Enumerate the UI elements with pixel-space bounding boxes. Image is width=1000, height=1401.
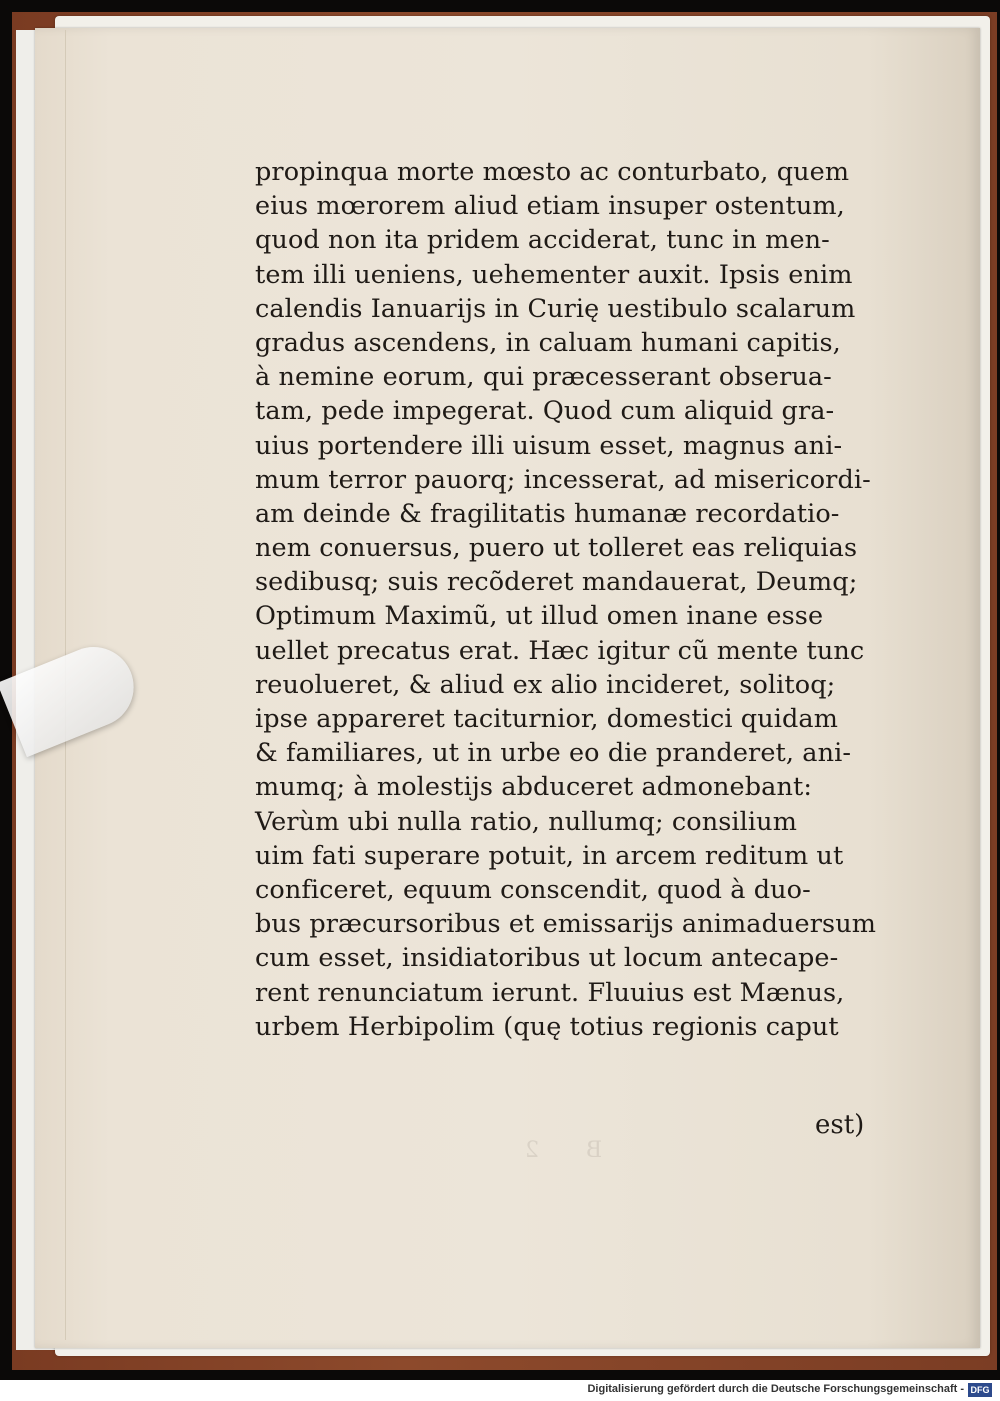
text-line: eius mœrorem aliud etiam insuper ostentum, [255,191,845,222]
text-line: tem illi ueniens, uehementer auxit. Ipsis enim [255,259,853,290]
text-line: à nemine eorum, qui præcesserant obserua- [255,362,832,393]
text-line: conficeret, equum conscendit, quod à duo- [255,874,811,905]
footer-bar [0,1380,1000,1401]
text-line: quod non ita pridem acciderat, tunc in men- [255,225,830,256]
text-line: mumq; à molestijs abduceret admonebant: [255,772,813,803]
catchword: est) [815,1110,865,1140]
text-line: propinqua morte mœsto ac conturbato, quem [255,157,850,187]
text-line: Verùm ubi nulla ratio, nullumq; consilium [255,806,797,837]
text-line: tam, pede impegerat. Quod cum aliquid gra- [255,396,835,427]
text-line: rent renunciatum ierunt. Fluuius est Mænus, [255,977,845,1008]
text-line: uim fati superare potuit, in arcem reditum ut [255,840,844,871]
text-line: gradus ascendens, in caluam humani capitis, [255,327,841,358]
funding-credit: Digitalisierung gefördert durch die Deutsche Forschungsgemeinschaft - [587,1383,964,1395]
dfg-logo: DFG [968,1383,992,1397]
text-line: uius portendere illi uisum esset, magnus ani- [255,430,843,461]
text-line: urbem Herbipolim (quę totius regionis caput [255,1011,839,1042]
text-line: sedibusq; suis recõderet mandauerat, Deumq; [255,567,858,598]
text-line: mum terror pauorq; incesserat, ad misericordi- [255,464,871,495]
text-line: bus præcursoribus et emissarijs animaduersum [255,909,877,940]
text-line: reuolueret, & aliud ex alio incideret, solitoq; [255,669,836,700]
text-line: Optimum Maximũ, ut illud omen inane esse [255,601,824,632]
text-line: cum esset, insidiatoribus ut locum antecape- [255,943,839,974]
text-line: calendis Ianuarijs in Curię uestibulo scalarum [255,293,856,324]
page-text [255,155,885,1044]
text-line: & familiares, ut in urbe eo die pranderet, ani- [255,738,852,769]
show-through-text: B 2 [505,1138,603,1163]
text-line: nem conuersus, puero ut tolleret eas reliquias [255,533,858,564]
text-line: uellet precatus erat. Hæc igitur cũ mente tunc [255,635,865,666]
text-line: ipse appareret taciturnior, domestici quidam [255,704,838,734]
text-line: am deinde & fragilitatis humanæ recordatio- [255,498,840,529]
